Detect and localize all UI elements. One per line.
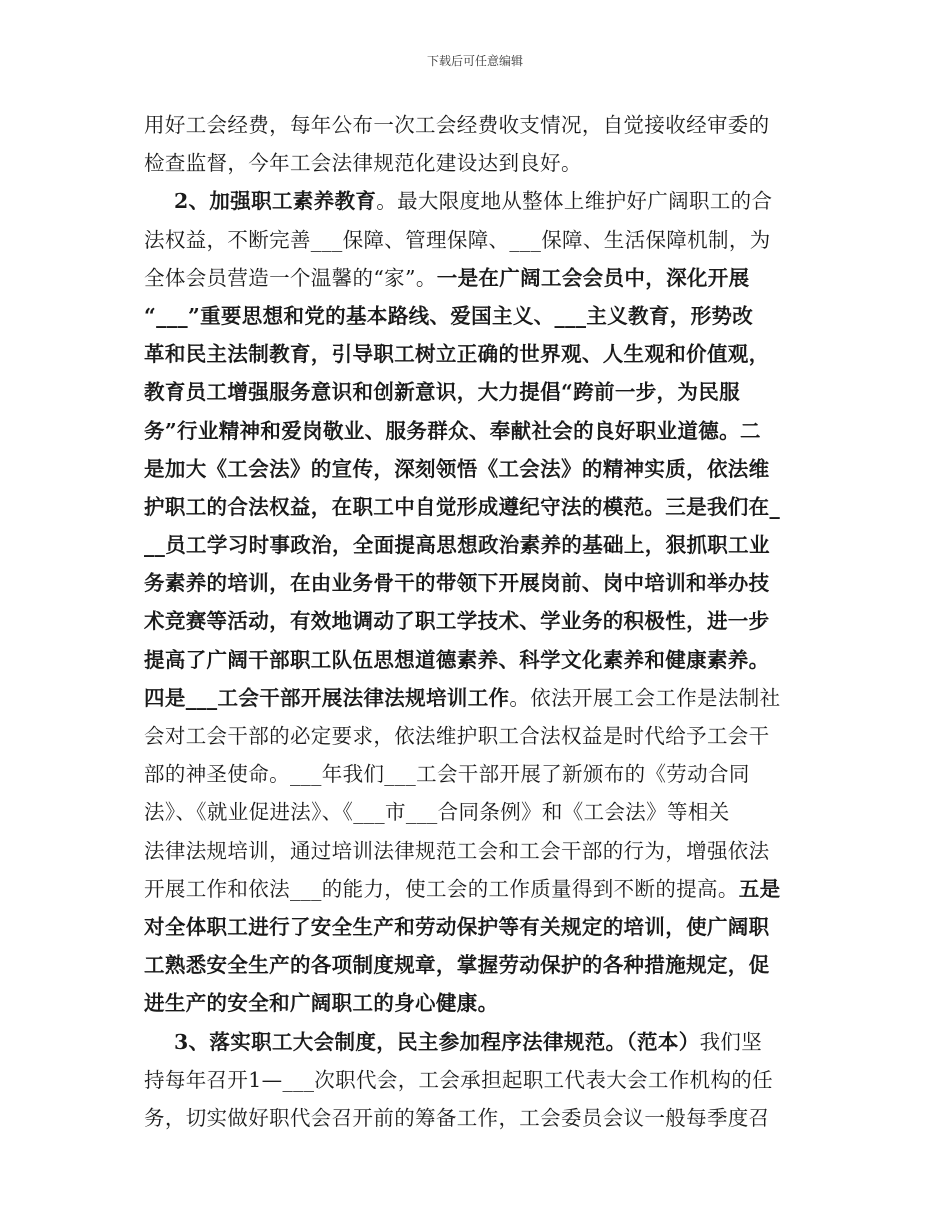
- text-segment: 开展工作和依法___的能力，使工会的工作质量得到不断的提高。: [144, 876, 739, 901]
- text-segment: 3、落实职工大会制度，民主参加程序法律规范。（范本）: [144, 1029, 700, 1054]
- text-line: [144, 144, 814, 182]
- text-line: [144, 450, 814, 488]
- text-segment: 术竞赛等活动，有效地调动了职工学技术、学业务的积极性，进一步: [144, 609, 770, 634]
- text-segment: 是加大《工会法》的宣传，深刻领悟《工会法》的精神实质，依法维: [144, 456, 770, 481]
- text-line: [144, 946, 814, 984]
- text-line: [144, 641, 814, 679]
- text-segment: 全体会员营造一个温馨的“家”。: [144, 265, 437, 290]
- text-segment: 进生产的安全和广阔职工的身心健康。: [144, 991, 499, 1016]
- text-segment: 法》、《就业促进法》、《___市___合同条例》和《工会法》等相关: [144, 800, 730, 825]
- page-header: 下载后可任意编辑: [426, 54, 523, 68]
- text-segment: 。依法开展工会工作是法制社: [509, 685, 781, 710]
- text-segment: 2、加强职工素养教育: [144, 189, 377, 214]
- text-segment: 一是在广阔工会会员中，深化开展: [436, 265, 750, 290]
- text-line: [144, 984, 814, 1022]
- text-segment: 务，切实做好职代会召开前的筹备工作，工会委员会议一般每季度召: [144, 1105, 770, 1130]
- text-line: [144, 793, 814, 831]
- text-segment: 护职工的合法权益，在职工中自觉形成遵纪守法的模范。三是我们在_: [144, 494, 781, 519]
- text-segment: 务”行业精神和爱岗敬业、服务群众、奉献社会的良好职业道德。二: [144, 418, 761, 443]
- text-line: [144, 488, 814, 526]
- text-segment: 五是: [738, 876, 781, 901]
- text-segment: 会对工会干部的必定要求，依法维护职工合法权益是时代给予工会干: [144, 724, 770, 748]
- text-segment: 对全体职工进行了安全生产和劳动保护等有关规定的培训，使广阔职: [144, 914, 770, 939]
- text-line: [144, 221, 814, 259]
- text-segment: 检查监督，今年工会法律规范化建设达到良好。: [144, 151, 582, 176]
- text-segment: 用好工会经费，每年公布一次工会经费收支情况，自觉接收经审委的: [144, 113, 770, 137]
- text-segment: __员工学习时事政治，全面提高思想政治素养的基础上，狠抓职工业: [144, 533, 770, 558]
- text-line: [144, 679, 814, 717]
- text-segment: 持每年召开1—___次职代会，工会承担起职工代表大会工作机构的任: [144, 1067, 773, 1092]
- text-line: [144, 832, 814, 870]
- text-line: [144, 564, 814, 602]
- text-line: [144, 1061, 814, 1099]
- text-line: [144, 755, 814, 793]
- document-body: [144, 106, 814, 1137]
- text-line: [144, 106, 814, 144]
- text-line: [144, 602, 814, 640]
- text-line: [144, 526, 814, 564]
- text-segment: 我们坚: [699, 1029, 763, 1054]
- text-line: [144, 335, 814, 373]
- text-segment: 法律法规培训，通过培训法律规范工会和工会干部的行为，增强依法: [144, 838, 770, 863]
- text-line: [144, 870, 814, 908]
- text-segment: 革和民主法制教育，引导职工树立正确的世界观、人生观和价值观，: [144, 342, 770, 367]
- text-segment: 务素养的培训，在由业务骨干的带领下开展岗前、岗中培训和举办技: [144, 571, 770, 596]
- text-segment: 。最大限度地从整体上维护好广阔职工的合: [376, 189, 773, 214]
- text-segment: 教育员工增强服务意识和创新意识，大力提倡“跨前一步，为民服: [144, 380, 740, 405]
- text-line: [144, 1099, 814, 1137]
- text-segment: 工熟悉安全生产的各项制度规章，掌握劳动保护的各种措施规定，促: [144, 953, 770, 978]
- text-line: [144, 259, 814, 297]
- text-line: [144, 717, 814, 755]
- text-segment: 法权益，不断完善___保障、管理保障、___保障、生活保障机制，为: [144, 227, 771, 252]
- text-line: [144, 297, 814, 335]
- text-line: [144, 373, 814, 411]
- text-segment: 部的神圣使命。___年我们___工会干部开展了新颁布的《劳动合同: [144, 762, 750, 787]
- text-segment: 四是___工会干部开展法律法规培训工作: [144, 685, 510, 710]
- text-line: [144, 908, 814, 946]
- text-segment: “___”重要思想和党的基本路线、爱国主义、___主义教育，形势改: [144, 303, 754, 328]
- text-segment: 提高了广阔干部职工队伍思想道德素养、科学文化素养和健康素养。: [144, 647, 770, 672]
- text-line: [144, 1023, 814, 1061]
- text-line: [144, 412, 814, 450]
- text-line: [144, 182, 814, 220]
